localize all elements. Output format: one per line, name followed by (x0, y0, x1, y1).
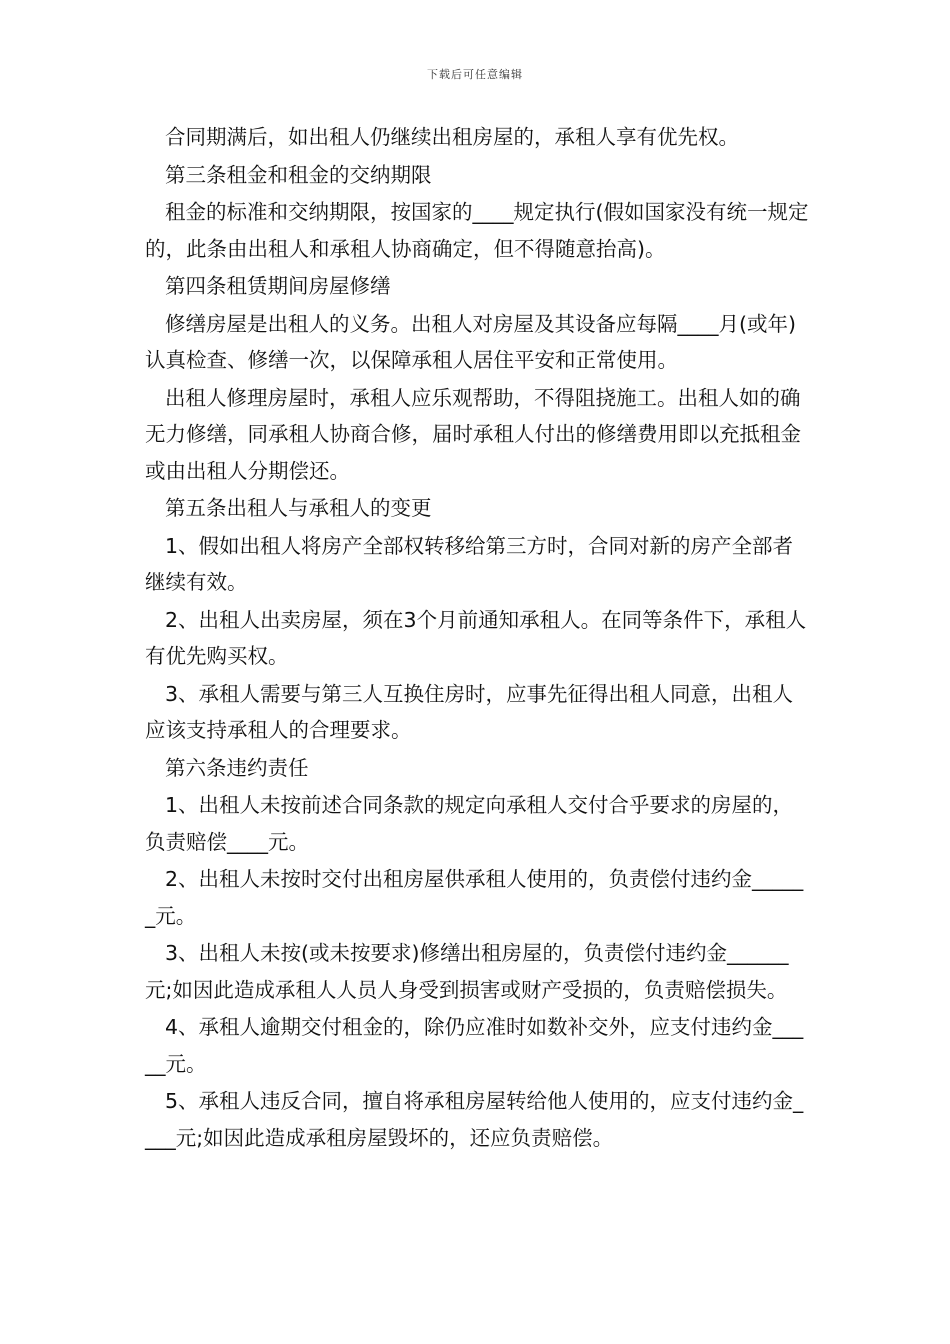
paragraph: 3、出租人未按(或未按要求)修缮出租房屋的，负责偿付违约金______元;如因此造成承租人人员人身受到损害或财产受损的，负责赔偿损失。 (145, 941, 789, 1002)
section-heading: 第四条租赁期间房屋修缮 (165, 274, 391, 298)
paragraph: 合同期满后，如出租人仍继续出租房屋的，承租人享有优先权。 (165, 125, 739, 149)
paragraph: 租金的标准和交纳期限，按国家的____规定执行(假如国家没有统一规定的，此条由出租人和承租人协商确定，但不得随意抬高)。 (145, 200, 809, 261)
document-body (145, 119, 810, 1157)
paragraph: 1、假如出租人将房产全部权转移给第三方时，合同对新的房产全部者继续有效。 (145, 533, 794, 594)
paragraph: 1、出租人未按前述合同条款的规定向承租人交付合乎要求的房屋的，负责赔偿____元。 (145, 793, 794, 854)
paragraph: 5、承租人违反合同，擅自将承租房屋转给他人使用的，应支付违约金____元;如因此造成承租房屋毁坏的，还应负责赔偿。 (145, 1089, 804, 1150)
paragraph: 3、承租人需要与第三人互换住房时，应事先征得出租人同意，出租人应该支持承租人的合理要求。 (145, 681, 794, 742)
paragraph: 修缮房屋是出租人的义务。出租人对房屋及其设备应每隔____月(或年)认真检查、修缮一次，以保障承租人居住平安和正常使用。 (145, 311, 796, 372)
paragraph: 2、出租人未按时交付出租房屋供承租人使用的，负责偿付违约金______元。 (145, 867, 804, 928)
section-heading: 第六条违约责任 (165, 755, 309, 780)
page-header: 下载后可任意编辑 (427, 68, 523, 81)
paragraph: 2、出租人出卖房屋，须在3个月前通知承租人。在同等条件下，承租人有优先购买权。 (145, 607, 807, 668)
section-heading: 第三条租金和租金的交纳期限 (165, 162, 432, 187)
section-heading: 第五条出租人与承租人的变更 (165, 496, 432, 520)
paragraph: 4、承租人逾期交付租金的，除仍应准时如数补交外，应支付违约金_____元。 (145, 1015, 804, 1076)
paragraph: 出租人修理房屋时，承租人应乐观帮助，不得阻挠施工。出租人如的确无力修缮，同承租人协商合修，届时承租人付出的修缮费用即以充抵租金或由出租人分期偿还。 (145, 385, 801, 483)
